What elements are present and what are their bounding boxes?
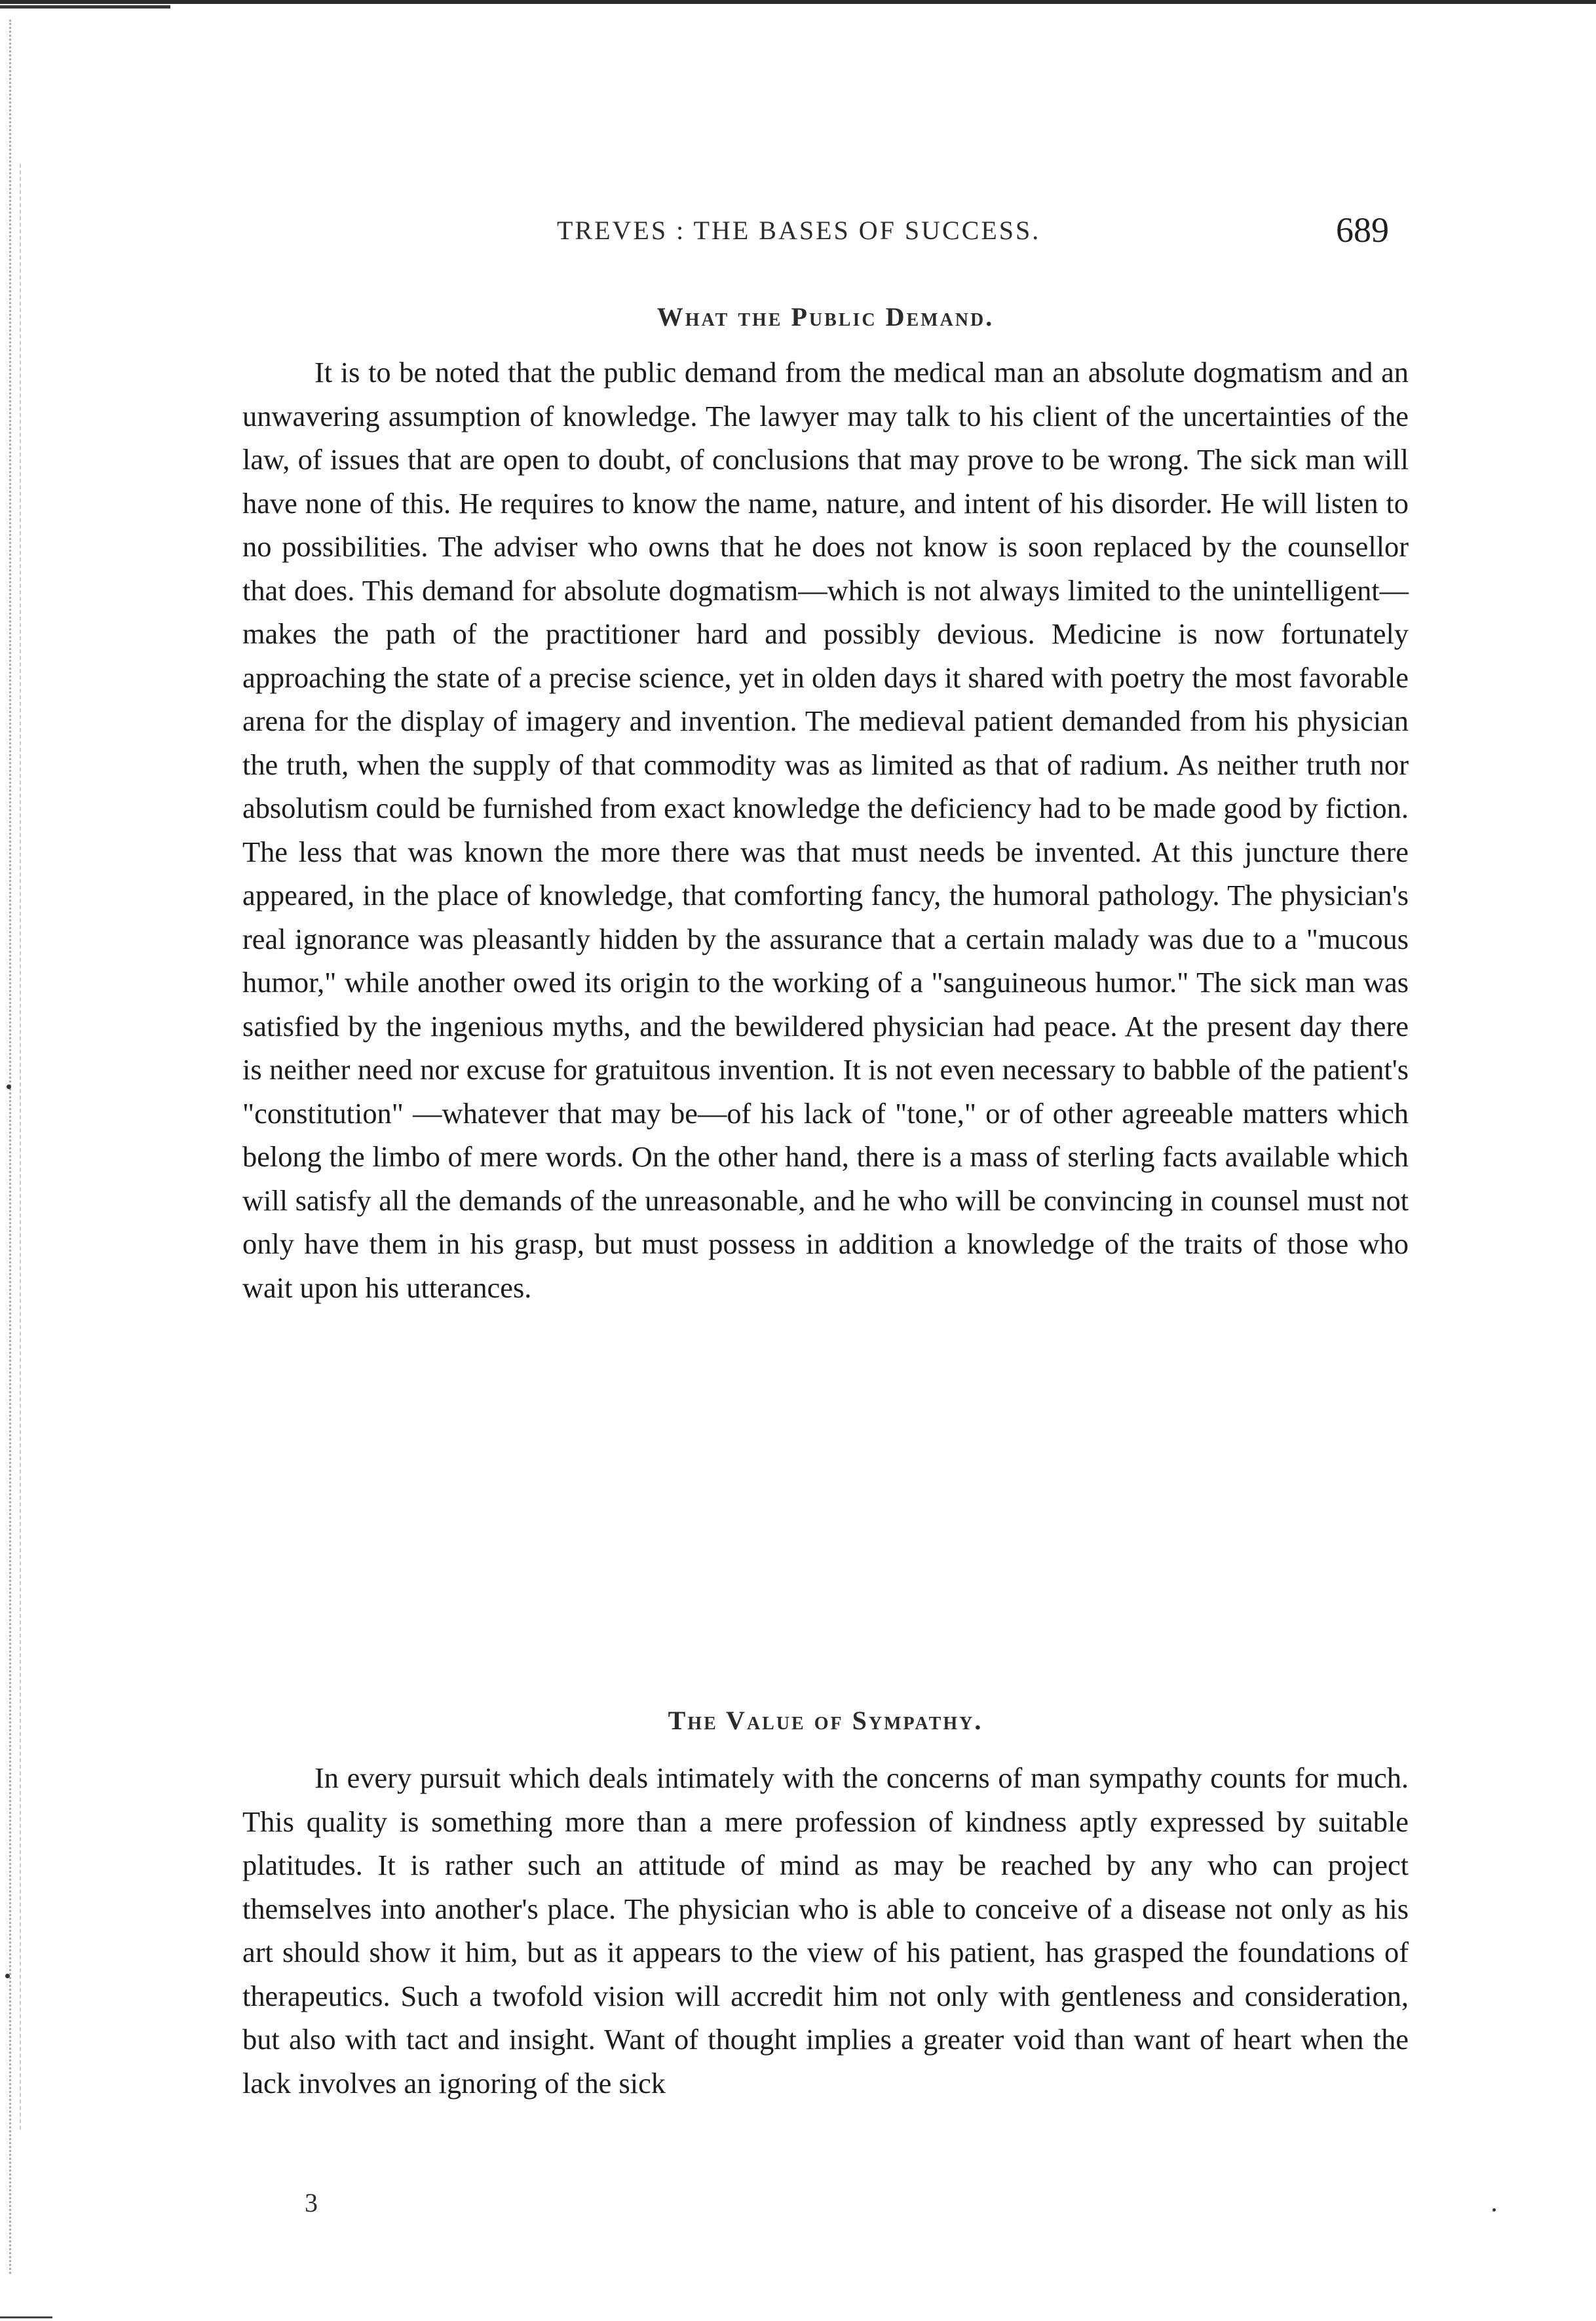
signature-mark: 3 (305, 2188, 318, 2217)
scan-top-rule (0, 0, 1596, 4)
section-heading: The Value of Sympathy. (668, 1706, 983, 1735)
scan-binding-shadow (20, 164, 25, 2130)
section-value-of-sympathy (242, 1705, 1409, 1736)
page-number: 689 (1336, 210, 1389, 250)
section-public-demand-body (242, 351, 1409, 1309)
scan-speck (5, 1974, 10, 1978)
body-paragraph: It is to be noted that the public demand from the medical man an absolute dogmatism and an unwavering assumption of knowledge. The lawyer may talk to his client of the uncertainties of the law, of issues that are open to doubt, of conclusions that may prove to be wrong. The sick man will have none of this. He requires to know the name, nature, and intent of his disorder. He will listen to no possibilities. The adviser who owns that he does not know is soon replaced by the counsellor that does. This demand for absolute dogmatism—which is not always limited to the unintelligent—makes the path of the practitioner hard and possibly devious. Medicine is now fortunately approaching the state of a precise science, yet in olden days it shared with poetry the most favorable arena for the display of imagery and invention. The medieval patient demanded from his physician the truth, when the supply of that commodity was as limited as that of radium. As neither truth nor absolutism could be furnished from exact knowledge the deficiency had to be made good by fiction. The less that was known the more there was that must needs be invented. At this juncture there appeared, in the place of knowledge, that comforting fancy, the humoral pathology. The physician's real ignorance was pleasantly hidden by the assurance that a certain malady was due to a "mucous humor," while another owed its origin to the working of a "sanguineous humor." The sick man was satisfied by the ingenious myths, and the bewildered physician had peace. At the present day there is neither need nor excuse for gratuitous invention. It is not even necessary to babble of the patient's "constitution" —whatever that may be—of his lack of "tone," or of other agreeable matters which belong the limbo of mere words. On the other hand, there is a mass of sterling facts available which will satisfy all the demands of the unreasonable, and he who will be convincing in counsel must not only have them in his grasp, but must possess in addition a knowledge of the traits of those who wait upon his utterances. (242, 356, 1409, 1304)
running-head (242, 210, 1409, 261)
running-head-title: TREVES : THE BASES OF SUCCESS. (557, 216, 1041, 245)
scan-top-rule-fragment (0, 5, 170, 9)
body-paragraph: In every pursuit which deals intimately with the concerns of man sympathy counts for much. This quality is something more than a mere profession of kindness aptly expressed by suitable platitudes. It is rather such an attitude of mind as may be reached by any who can project themselves into another's place. The physician who is able to conceive of a disease not only as his art should show it him, but as it appears to the view of his patient, has grasped the foundations of therapeutics. Such a twofold vision will accredit him not only with gentleness and consideration, but also with tact and insight. Want of thought implies a greater void than want of heart when the lack involves an ignoring of the sick (242, 1761, 1409, 2100)
section-value-of-sympathy-body (242, 1756, 1409, 2105)
scan-binding-edge (9, 20, 18, 2274)
scan-speck (7, 1084, 11, 1089)
section-public-demand (242, 301, 1409, 332)
section-heading: What the Public Demand. (656, 302, 995, 332)
scan-speck (1492, 2208, 1496, 2212)
scan-bottom-mark (0, 2316, 52, 2318)
